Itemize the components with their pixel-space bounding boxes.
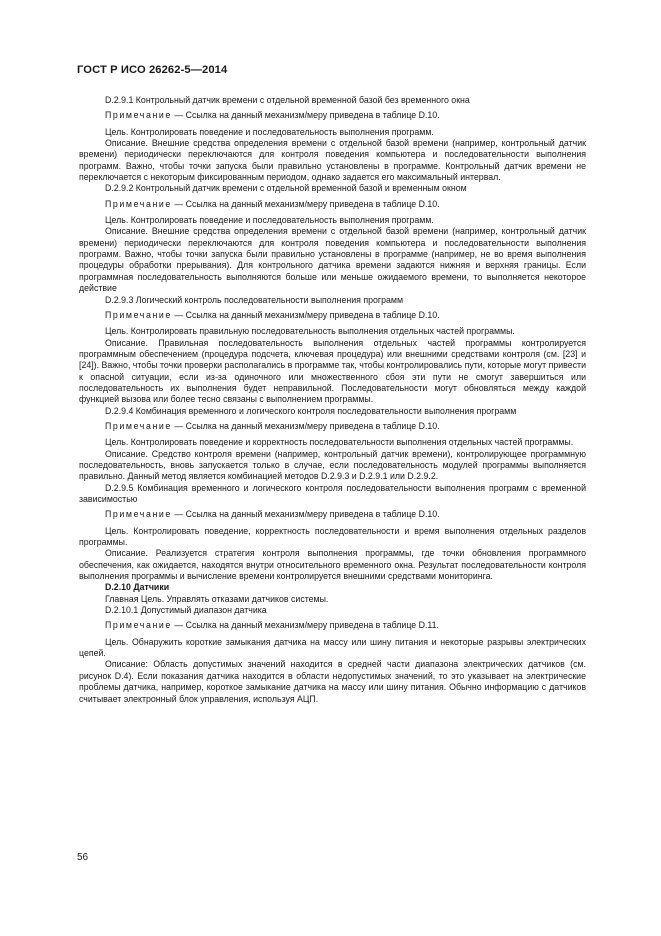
- note-label: Примечание: [105, 620, 172, 631]
- section-heading: D.2.9.2 Контрольный датчик времени с отдельной временной базой и временным окном: [105, 183, 467, 194]
- body-paragraph: Цель. Контролировать поведение и последовательность выполнения программ.: [105, 126, 434, 137]
- section-heading: D.2.9.4 Комбинация временного и логического контроля последовательности выполнения программ: [105, 405, 517, 416]
- note-text: — Ссылка на данный механизм/меру приведена в таблице D.10.: [171, 198, 440, 209]
- body-paragraph: Описание. Внешние средства определения времени с отдельной базой времени (например, контрольный датчик времени) периодически переключаются для контроля поведения компьютера и последовательности выполнения программ. Важно, чтобы точки запуска были правильно установлены в программе (например, не во время выполнения процедуры обработки прерывания). Для контрольного датчика времени задаются нижняя и верхняя границы. Если программная последовательность выполняются больше или меньше ожидаемого времени, то выполняется некоторое действие: [79, 226, 586, 294]
- document-header: ГОСТ Р ИСО 26262-5—2014: [77, 64, 228, 76]
- body-paragraph: Цель. Контролировать поведение и последовательность выполнения программ.: [105, 215, 434, 226]
- note-text: — Ссылка на данный механизм/меру приведена в таблице D.10.: [171, 420, 440, 431]
- body-paragraph: Цель. Обнаружить короткие замыкания датчика на массу или шину питания и некоторые разрывы электрических цепей.: [79, 636, 586, 659]
- body-paragraph: Описание. Средство контроля времени (например, контрольный датчик времени), контролирующее программную последовательность, вновь запускается только в случае, если последовательность модулей программы выполняется правильно. Данный метод является комбинацией методов D.2.9.3 и D.2.9.1 или D.2.9.2.: [79, 448, 586, 482]
- note-paragraph: [79, 509, 586, 520]
- note-label: Примечание: [105, 509, 172, 520]
- body-paragraph: Главная Цель. Управлять отказами датчиков системы.: [105, 593, 329, 604]
- body-paragraph: Цель. Контролировать правильную последовательность выполнения отдельных частей программы.: [105, 326, 515, 337]
- body-paragraph: Цель. Контролировать поведение и корректность последовательности выполнения отдельных частей программы.: [105, 437, 574, 448]
- section-heading: D.2.9.3 Логический контроль последовательности выполнения программ: [105, 294, 403, 305]
- note-paragraph: [79, 620, 586, 631]
- note-text: — Ссылка на данный механизм/меру приведена в таблице D.10.: [171, 509, 440, 520]
- note-label: Примечание: [105, 198, 172, 209]
- document-body: [79, 95, 586, 705]
- note-text: — Ссылка на данный механизм/меру приведена в таблице D.11.: [171, 620, 439, 631]
- note-paragraph: [79, 421, 586, 432]
- note-paragraph: [79, 310, 586, 321]
- body-paragraph: Описание: Область допустимых значений находится в средней части диапазона электрических датчиков (см. рисунок D.4). Если показания датчика находится в области недопустимых значений, то это указывает на электрические проблемы датчика, например, короткое замыкание датчика на массу или шину питания. Обычно информацию с датчиков считывает электронный блок управления, используя АЦП.: [79, 659, 586, 704]
- body-paragraph: Описание. Внешние средства определения времени с отдельной базой времени (например, контрольный датчик времени) периодически переключаются для контроля поведения компьютера и последовательности выполнения программ. Важно, чтобы точки запуска были правильно установлены в программе. Контрольный датчик времени не переключается с некоторым фиксированным периодом, однако задается его максимальный интервал.: [79, 138, 586, 183]
- body-paragraph: Цель. Контролировать поведение, корректность последовательности и время выполнения отдельных разделов программы.: [79, 525, 586, 548]
- note-text: — Ссылка на данный механизм/меру приведена в таблице D.10.: [171, 309, 440, 320]
- section-heading: D.2.10 Датчики: [105, 582, 170, 593]
- section-heading: D.2.9.5 Комбинация временного и логического контроля последовательности выполнения программ с временной зависимостью: [79, 482, 586, 504]
- section-heading: D.2.10.1 Допустимый диапазон датчика: [105, 605, 267, 616]
- note-label: Примечание: [105, 309, 172, 320]
- note-paragraph: [79, 110, 586, 121]
- section-heading: D.2.9.1 Контрольный датчик времени с отдельной временной базой без временного окна: [105, 95, 470, 105]
- note-label: Примечание: [105, 110, 172, 121]
- body-paragraph: Описание. Реализуется стратегия контроля выполнения программы, где точки обновления программного обеспечения, как ожидается, находятся внутри относительного временного окна. Результат последовательности контроля выполнения программы и вычисление времени контролируется внешними средствами мониторинга.: [79, 548, 586, 582]
- note-text: — Ссылка на данный механизм/меру приведена в таблице D.10.: [171, 110, 440, 121]
- note-label: Примечание: [105, 420, 172, 431]
- body-paragraph: Описание. Правильная последовательность выполнения отдельных частей программы контролируется программным обеспечением (процедура подсчета, ключевая процедура) или внешними средствами контроля (см. [23] и [24]). Важно, чтобы точки проверки располагались в программе так, чтобы контролировались пути, которые могут привести к опасной ситуации, если из-за одиночного или множественного сбоя эти пути не смогут завершиться или последовательность их выполнения будет неправильной. Последовательности могут обновляться между каждой функцией вызова или более тесно связаны с выполнением программы.: [79, 337, 586, 405]
- page-number: 56: [77, 852, 89, 863]
- note-paragraph: [79, 199, 586, 210]
